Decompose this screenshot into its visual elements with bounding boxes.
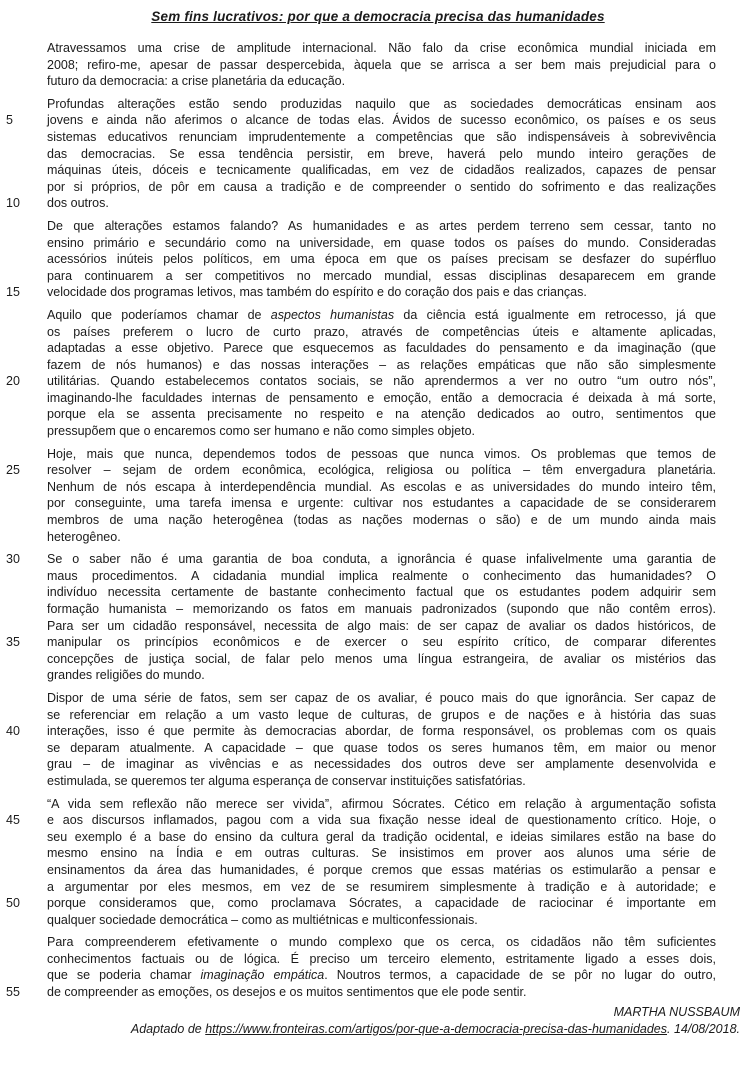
text-line [47, 584, 716, 601]
text-line [6, 634, 716, 651]
text-segment: membros de uma nação heterogênea (todas as nações modernas o são) e de um mundo ainda mais [47, 513, 716, 528]
text-line [47, 740, 716, 757]
text-segment: porque ela se assenta precisamente no respeito e na atenção dedicados ao outro, sentimentos que [47, 407, 716, 422]
text-segment: a argumentar por eles mesmos, em vez de se resumirem simplesmente à tradição e à autoridade; e [47, 879, 716, 894]
text-line [47, 179, 716, 196]
text-segment: Atravessamos uma crise de amplitude internacional. Não falo da crise econômica mundial iniciada em [47, 41, 716, 55]
text-line [6, 284, 716, 301]
text-line [47, 773, 716, 790]
text-segment: por si próprios, de pôr em causa a tradição e de compreender o sentido do sofrimento e das realizações [47, 179, 716, 194]
text-segment: resolver – sejam de ordem econômica, ecológica, religiosa ou política – têm envergadura planetária. [47, 463, 716, 478]
text-segment: das democracias. Se essa tendência persistir, em breve, haverá pelo mundo inteiro gerações de [47, 146, 716, 161]
text-line [47, 951, 716, 968]
text-line [6, 812, 716, 829]
text-segment: pressupõem que o encaremos como ser humano e não como simples objeto. [47, 424, 476, 439]
paragraph [6, 934, 716, 1000]
text-line [6, 984, 716, 1001]
text-segment: Aquilo que poderíamos chamar de [47, 307, 271, 322]
text-line [47, 651, 716, 668]
text-line [47, 934, 716, 951]
text-line [47, 423, 716, 440]
text-segment: adaptadas a esse objetivo. Parece que esquecemos as faculdades do pensamento e da imaginação (que [47, 341, 716, 356]
text-line [47, 829, 716, 846]
text-segment: grandes religiões do mundo. [47, 668, 205, 683]
text-line [47, 495, 716, 512]
text-line [6, 551, 716, 568]
line-number: 25 [6, 463, 20, 478]
paragraph [6, 796, 716, 929]
text-line [47, 162, 716, 179]
text-segment: 2008; refiro-me, apesar de passar despercebida, àquela que se arrisca a ser bem mais prejudicial para o [47, 57, 716, 72]
text-segment: Dispor de uma série de fatos, sem ser capaz de os avaliar, é pouco mais do que ignorância. Ser capaz de [47, 690, 716, 705]
document-title [0, 0, 756, 24]
text-segment: conhecimentos factuais ou de lógica. É preciso um terceiro elemento, estritamente ligado a esses dois, [47, 951, 716, 966]
text-line [47, 218, 716, 235]
text-segment: máquinas úteis, dóceis e tecnicamente qualificadas, em vez de cidadãos realizados, capazes de pensar [47, 163, 716, 178]
text-segment: se referenciar em relação a um vasto leque de culturas, de grupos e de nações e à história das suas [47, 707, 716, 722]
text-line [47, 690, 716, 707]
text-line [47, 967, 716, 984]
text-line [47, 357, 716, 374]
text-segment: fazem de nós humanos) e das nossas interações – as relações empáticas que não são simplesmente [47, 357, 716, 372]
text-line [6, 723, 716, 740]
line-number: 55 [6, 985, 20, 1000]
text-segment: imaginação empática [200, 968, 325, 983]
text-line [47, 324, 716, 341]
text-line [47, 912, 716, 929]
text-segment: ensinamentos da área das humanidades, é porque cremos que essas matérias os estimularão a pensar e [47, 862, 716, 877]
paragraph [6, 96, 716, 212]
text-line [47, 479, 716, 496]
paragraph [6, 218, 716, 301]
text-segment: Para compreenderem efetivamente o mundo complexo que os cerca, os cidadãos não têm suficientes [47, 935, 716, 950]
text-line [47, 146, 716, 163]
text-segment: Adaptado de [130, 1022, 206, 1036]
text-line [47, 390, 716, 407]
text-segment: Se o saber não é uma garantia de boa conduta, a ignorância é quase infalivelmente uma garantia de [47, 552, 716, 567]
line-number: 20 [6, 374, 20, 389]
text-line [47, 268, 716, 285]
paragraph [6, 446, 716, 546]
text-line [6, 195, 716, 212]
text-line [47, 73, 716, 90]
text-segment: De que alterações estamos falando? As humanidades e as artes perdem terreno sem cessar, tanto no [47, 218, 716, 233]
text-segment: . 14/08/2018. [667, 1022, 740, 1036]
text-segment: imaginando-lhe faculdades internas de pensamento e emoção, então a democracia é deixada à má sorte, [47, 390, 716, 405]
text-line [47, 512, 716, 529]
text-line [47, 96, 716, 113]
text-segment: indivíduo necessita certamente de bastante conhecimento factual que os estudantes podem adquirir sem [47, 585, 716, 600]
paragraph [6, 551, 716, 684]
text-line [47, 667, 716, 684]
text-segment: estimulada, se queremos ter alguma esperança de conservar instituições satisfatórias. [47, 773, 526, 788]
paragraph [6, 307, 716, 440]
text-segment: manipular os princípios econômicos e de exercer o seu espírito crítico, de comparar diferentes [47, 635, 716, 650]
line-number: 15 [6, 285, 20, 300]
text-line [6, 895, 716, 912]
text-segment: grau – de imaginar as vivências e as necessidades dos outros deve ser amplamente desenvolvida e [47, 757, 716, 772]
text-segment: . Noutros termos, a capacidade de se pôr no lugar do outro, [324, 968, 716, 983]
text-line [47, 340, 716, 357]
text-line [6, 462, 716, 479]
text-segment: de compreender as emoções, os desejos e os muitos sentimentos que ele pode sentir. [47, 985, 527, 1000]
line-number: 35 [6, 635, 20, 650]
text-segment: Nenhum de nós escapa à interdependência mundial. As escolas e as universidades do mundo inteiro têm, [47, 479, 716, 494]
text-segment: jovens e ainda não aferimos o alcance de todas elas. Ávidos de sucesso econômico, os países e os seus [47, 113, 716, 128]
text-line [47, 40, 716, 57]
text-segment: velocidade dos programas letivos, mas também do espírito e do coração dos pais e das crianças. [47, 285, 587, 300]
text-line [47, 307, 716, 324]
text-segment: concepções de justiça social, de falar pelo menos uma língua estrangeira, de avaliar os mistérios das [47, 651, 716, 666]
text-line [47, 618, 716, 635]
text-line [47, 845, 716, 862]
text-segment: se deparam atualmente. A capacidade – que quase todos os seres humanos têm, em maior ou menor [47, 740, 716, 755]
text-segment: ensino primário e secundário como na universidade, em quase todos os países do mundo. Consideradas [47, 235, 716, 250]
text-segment: sistemas educativos renunciam imprudentemente a competências que são indispensáveis à sobrevivência [47, 129, 716, 144]
text-line [47, 529, 716, 546]
text-line [47, 406, 716, 423]
text-segment: heterogêneo. [47, 529, 121, 544]
line-number: 5 [6, 113, 13, 128]
line-number: 40 [6, 724, 20, 739]
text-line [47, 879, 716, 896]
line-number: 45 [6, 813, 20, 828]
text-line [47, 57, 716, 74]
line-number: 30 [6, 552, 20, 567]
line-number: 10 [6, 196, 20, 211]
source-link[interactable]: https://www.fronteiras.com/artigos/por-que-a-democracia-precisa-das-humanidades [205, 1022, 668, 1036]
paragraph [47, 40, 716, 90]
text-segment: dos outros. [47, 196, 109, 211]
text-line [6, 373, 716, 390]
text-segment: mesmo ensino na Índia e em outras culturas. Se insistimos em prover aos alunos uma série de [47, 846, 716, 861]
text-line [47, 568, 716, 585]
text-segment: que se poderia chamar [47, 968, 201, 983]
text-segment: futuro da democracia: a crise planetária da educação. [47, 74, 346, 89]
source-citation [131, 1021, 740, 1038]
text-line [47, 601, 716, 618]
text-segment: interações, isso é que permite às democracias abordar, de forma responsável, os problemas com os quais [47, 724, 716, 739]
text-segment: para continuarem a ser competitivos no mercado mundial, essas disciplinas desaparecem em grande [47, 268, 716, 283]
text-line [47, 862, 716, 879]
text-segment: da ciência está igualmente em retrocesso, já que [394, 307, 716, 322]
text-line [6, 112, 716, 129]
text-line [47, 235, 716, 252]
author-name: MARTHA NUSSBAUM [613, 1005, 740, 1019]
text-segment: utilitárias. Quando estabelecemos contatos sociais, se não aprendermos a ver no outro “um outro nós”, [47, 374, 716, 389]
text-segment: acessórios inúteis pelos políticos, em uma época em que os países precisam se desfazer do supérfluo [47, 252, 716, 267]
paragraph [6, 690, 716, 790]
text-line [47, 796, 716, 813]
text-segment: seu exemplo é a base do ensino da cultura geral da tradição ocidental, e ideias similares estão na base do [47, 829, 716, 844]
text-segment: por conseguinte, uma tarefa imensa e urgente: cultivar nos estudantes a capacidade de se considerarem [47, 496, 716, 511]
text-segment: e aos discursos inflamados, pagou com a vida sua fixação nesse ideal de questionamento crítico. Hoje, o [47, 813, 716, 828]
text-segment: Para ser um cidadão responsável, necessita de algo mais: de ser capaz de avaliar os dados históricos, de [47, 618, 716, 633]
line-number: 50 [6, 896, 20, 911]
text-line [47, 446, 716, 463]
text-segment: aspectos humanistas [270, 307, 395, 322]
text-segment: qualquer sociedade democrática – como as multiétnicas e multiconfessionais. [47, 912, 478, 927]
document-footer [131, 1004, 740, 1038]
text-line [47, 251, 716, 268]
text-segment: porque consideramos que, como proclamava Sócrates, a capacidade de raciocinar é importante em [47, 896, 716, 911]
document-body [6, 40, 716, 1007]
text-line [47, 129, 716, 146]
document-title-text: Sem fins lucrativos: por que a democracia precisa das humanidades [151, 9, 605, 24]
text-segment: formação humanista – memorizando os fatos em manuais padronizados (supondo que não contêm erros). [47, 602, 716, 616]
text-line [47, 756, 716, 773]
text-line [47, 707, 716, 724]
text-segment: maus procedimentos. A cidadania mundial implica realmente o conhecimento das humanidades? O [47, 568, 716, 583]
text-segment: Profundas alterações estão sendo produzidas naquilo que as sociedades democráticas ensinam aos [47, 96, 716, 111]
text-segment: “A vida sem reflexão não merece ser vivida”, afirmou Sócrates. Cético em relação à argumentação sofista [47, 796, 716, 811]
text-segment: Hoje, mais que nunca, dependemos todos de pessoas que nunca vimos. Os problemas que temos de [47, 446, 716, 461]
text-segment: os países preferem o lucro de curto prazo, através de competências úteis e altamente aplicadas, [47, 324, 716, 339]
